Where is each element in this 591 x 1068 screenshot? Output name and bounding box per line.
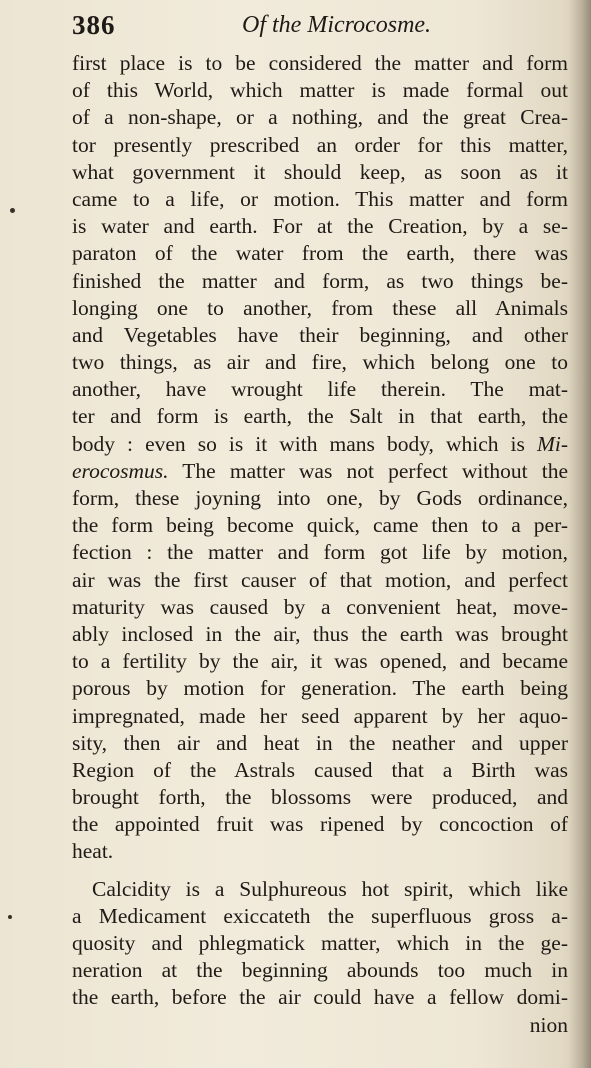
text-line: first place is to be considered the matter and form xyxy=(72,51,568,75)
text-line: ably inclosed in the air, thus the earth was brought xyxy=(72,621,568,646)
text-line: of a non-shape, or a nothing, and the great Crea- xyxy=(72,105,568,130)
text-line: is water and earth. For at the Creation, by a se- xyxy=(72,214,568,239)
text-line: fection : the matter and form got life by motion, xyxy=(72,540,568,565)
text-line: maturity was caused by a convenient heat, move- xyxy=(72,594,568,619)
text-line: Region of the Astrals caused that a Birth was xyxy=(72,757,568,782)
text-line: paraton of the water from the earth, there was xyxy=(72,241,568,266)
text-line: came to a life, or motion. This matter and form xyxy=(72,186,568,211)
catchword: nion xyxy=(529,1012,568,1037)
text-line: finished the matter and form, as two things be- xyxy=(72,268,568,293)
text-line: and Vegetables have their beginning, and other xyxy=(72,322,568,347)
text-line: brought forth, the blossoms were produced, and xyxy=(72,785,568,810)
text-line: air was the first causer of that motion, and perfect xyxy=(72,567,568,592)
text-line: form, these joyning into one, by Gods ordinance, xyxy=(72,486,568,510)
running-head xyxy=(72,10,572,44)
page-number: 386 xyxy=(72,10,116,40)
text-line: body : even so is it with mans body, which is Mi- xyxy=(72,431,568,456)
gutter-shadow xyxy=(569,0,591,1068)
text-line: to a fertility by the air, it was opened, and became xyxy=(72,649,568,674)
text-line: longing one to another, from these all Animals xyxy=(72,295,568,320)
text-line: heat. xyxy=(72,839,114,864)
text-line: another, have wrought life therein. The mat- xyxy=(72,377,568,402)
text-line: quosity and phlegmatick matter, which in the ge- xyxy=(72,931,568,955)
ink-speck xyxy=(10,208,15,213)
body-text xyxy=(72,50,568,1039)
text-line: a Medicament exiccateth the superfluous gross a- xyxy=(72,903,568,928)
text-line: what government it should keep, as soon as it xyxy=(72,159,568,184)
text-line: the form being become quick, came then to a per- xyxy=(72,513,568,538)
running-title: Of the Microcosme. xyxy=(242,12,432,38)
text-line: sity, then air and heat in the neather and upper xyxy=(72,730,568,755)
ink-speck xyxy=(8,915,12,919)
text-line: impregnated, made her seed apparent by her aquo- xyxy=(72,703,568,728)
text-line: tor presently prescribed an order for this matter, xyxy=(72,132,568,157)
text-line: Calcidity is a Sulphureous hot spirit, which like xyxy=(92,876,568,901)
text-line: of this World, which matter is made formal out xyxy=(72,78,568,103)
text-line: two things, as air and fire, which belong one to xyxy=(72,350,568,375)
paragraph-gap xyxy=(72,866,568,876)
text-line: erocosmus. The matter was not perfect without the xyxy=(72,458,568,483)
text-line: the appointed fruit was ripened by concoction of xyxy=(72,812,568,837)
text-line: porous by motion for generation. The earth being xyxy=(72,676,568,701)
text-line: the earth, before the air could have a fellow domi- xyxy=(72,985,568,1010)
text-line: ter and form is earth, the Salt in that earth, the xyxy=(72,404,568,429)
text-line: neration at the beginning abounds too much in xyxy=(72,958,568,983)
